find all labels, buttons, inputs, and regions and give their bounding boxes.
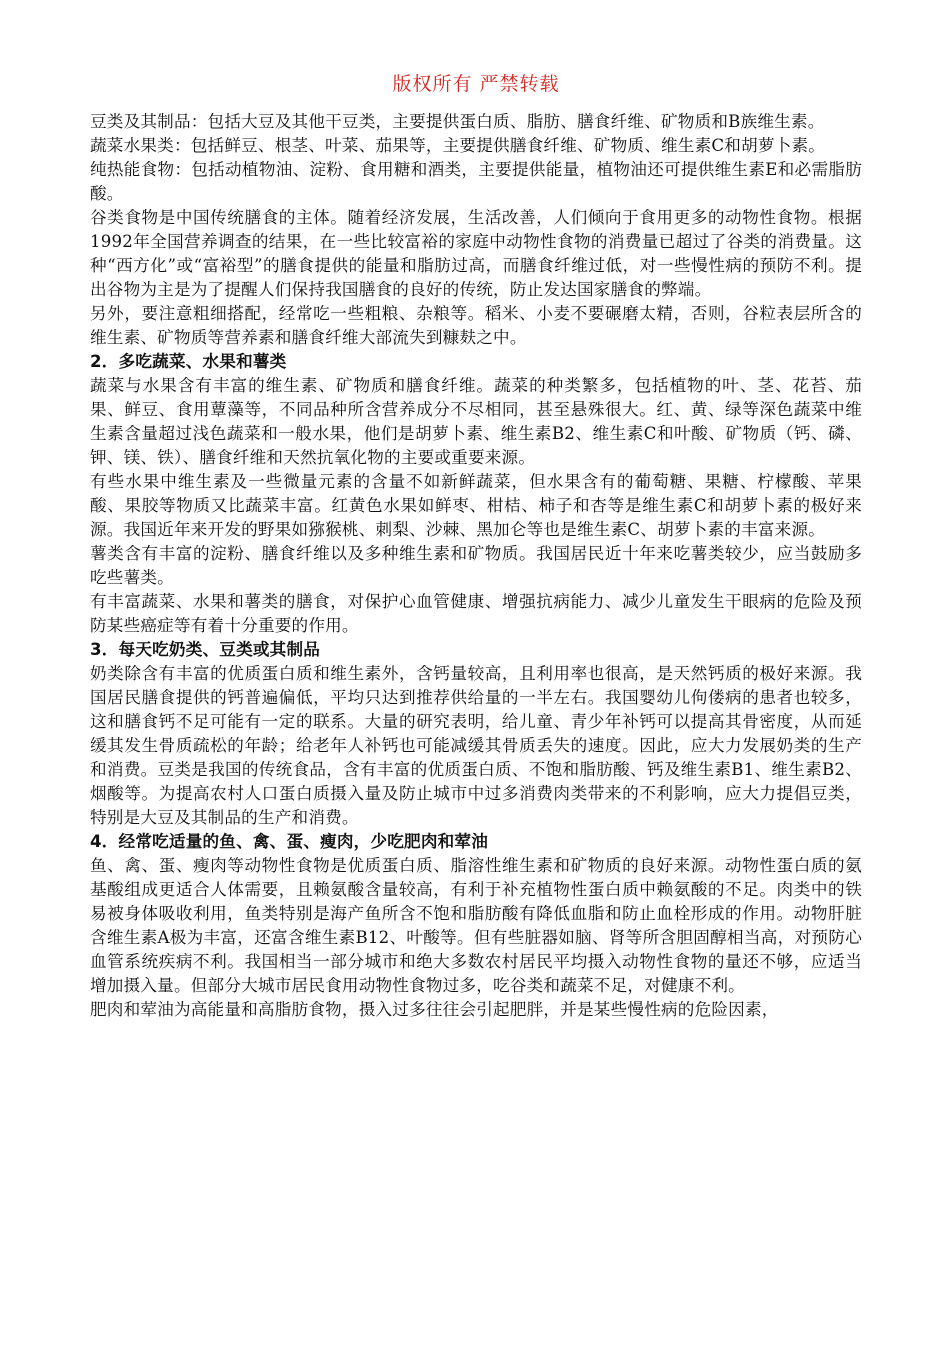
paragraph-dairy-soy: 奶类除含有丰富的优质蛋白质和维生素外，含钙量较高，且利用率也很高，是天然钙质的极好来源。我国居民膳食提供的钙普遍偏低，平均只达到推荐供给量的一半左右。我国婴幼儿佝偻病的患者也较多，这和膳食钙不足可能有一定的联系。大量的研究表明，给儿童、青少年补钙可以提高其骨密度，从而延缓其发生骨质疏松的年龄；给老年人补钙也可能减缓其骨质丢失的速度。因此，应大力发展奶类的生产和消费。豆类是我国的传统食品，含有丰富的优质蛋白质、不饱和脂肪酸、钙及维生素B1、维生素B2、烟酸等。为提高农村人口蛋白质摄入量及防止城市中过多消费肉类带来的不利影响，应大力提倡豆类，特别是大豆及其制品的生产和消费。 [90,664,862,827]
paragraph-coarse-fine-grains: 另外，要注意粗细搭配，经常吃一些粗粮、杂粮等。稻米、小麦不要碾磨太精，否则，谷粒表层所含的维生素、矿物质等营养素和膳食纤维大部流失到糠麸之中。 [90,304,862,347]
paragraph-pure-energy-foods: 纯热能食物：包括动植物油、淀粉、食用糖和酒类，主要提供能量，植物油还可提供维生素E和必需脂肪酸。 [90,160,862,203]
paragraph-fatty-meat: 肥肉和荤油为高能量和高脂肪食物，摄入过多往往会引起肥胖，并是某些慢性病的危险因素， [90,1000,779,1019]
paragraph-vegetable-diet-benefits: 有丰富蔬菜、水果和薯类的膳食，对保护心血管健康、增强抗病能力、减少儿童发生干眼病的危险及预防某些癌症等有着十分重要的作用。 [90,592,862,635]
section-heading-4: 4．经常吃适量的鱼、禽、蛋、瘦肉，少吃肥肉和荤油 [90,832,489,851]
section-heading-2: 2．多吃蔬菜、水果和薯类 [90,352,287,371]
section-heading-3: 3．每天吃奶类、豆类或其制品 [90,640,321,659]
paragraph-fruits-nutrients: 有些水果中维生素及一些微量元素的含量不如新鲜蔬菜，但水果含有的葡萄糖、果糖、柠檬酸、苹果酸、果胶等物质又比蔬菜丰富。红黄色水果如鲜枣、柑桔、柿子和杏等是维生素C和胡萝卜素的极好来源。我国近年来开发的野果如猕猴桃、刺梨、沙棘、黑加仑等也是维生素C、胡萝卜素的丰富来源。 [90,472,862,539]
copyright-header: 版权所有 严禁转载 [392,73,560,95]
document-body [90,110,862,1022]
paragraph-legumes: 豆类及其制品：包括大豆及其他干豆类，主要提供蛋白质、脂肪、膳食纤维、矿物质和B族维生素。 [90,112,825,131]
paragraph-grains-main: 谷类食物是中国传统膳食的主体。随着经济发展，生活改善，人们倾向于食用更多的动物性食物。根据1992年全国营养调查的结果，在一些比较富裕的家庭中动物性食物的消费量已超过了谷类的消费量。这种“西方化”或“富裕型”的膳食提供的能量和脂肪过高，而膳食纤维过低，对一些慢性病的预防不利。提出谷物为主是为了提醒人们保持我国膳食的良好的传统，防止发达国家膳食的弊端。 [90,208,862,299]
paragraph-tubers: 薯类含有丰富的淀粉、膳食纤维以及多种维生素和矿物质。我国居民近十年来吃薯类较少，应当鼓励多吃些薯类。 [90,544,862,587]
paragraph-vegetables-fruits: 蔬菜水果类：包括鲜豆、根茎、叶菜、茄果等，主要提供膳食纤维、矿物质、维生素C和胡萝卜素。 [90,136,826,155]
paragraph-animal-foods: 鱼、禽、蛋、瘦肉等动物性食物是优质蛋白质、脂溶性维生素和矿物质的良好来源。动物性蛋白质的氨基酸组成更适合人体需要，且赖氨酸含量较高，有利于补充植物性蛋白质中赖氨酸的不足。肉类中的铁易被身体吸收利用，鱼类特别是海产鱼所含不饱和脂肪酸有降低血脂和防止血栓形成的作用。动物肝脏含维生素A极为丰富，还富含维生素B12、叶酸等。但有些脏器如脑、肾等所含胆固醇相当高，对预防心血管系统疾病不利。我国相当一部分城市和绝大多数农村居民平均摄入动物性食物的量还不够，应适当增加摄入量。但部分大城市居民食用动物性食物过多，吃谷类和蔬菜不足，对健康不利。 [90,856,862,995]
paragraph-vegetables-nutrients: 蔬菜与水果含有丰富的维生素、矿物质和膳食纤维。蔬菜的种类繁多，包括植物的叶、茎、花苔、茄果、鲜豆、食用蕈藻等，不同品种所含营养成分不尽相同，甚至悬殊很大。红、黄、绿等深色蔬菜中维生素含量超过浅色蔬菜和一般水果，他们是胡萝卜素、维生素B2、维生素C和叶酸、矿物质（钙、磷、钾、镁、铁）、膳食纤维和天然抗氧化物的主要或重要来源。 [90,376,862,467]
